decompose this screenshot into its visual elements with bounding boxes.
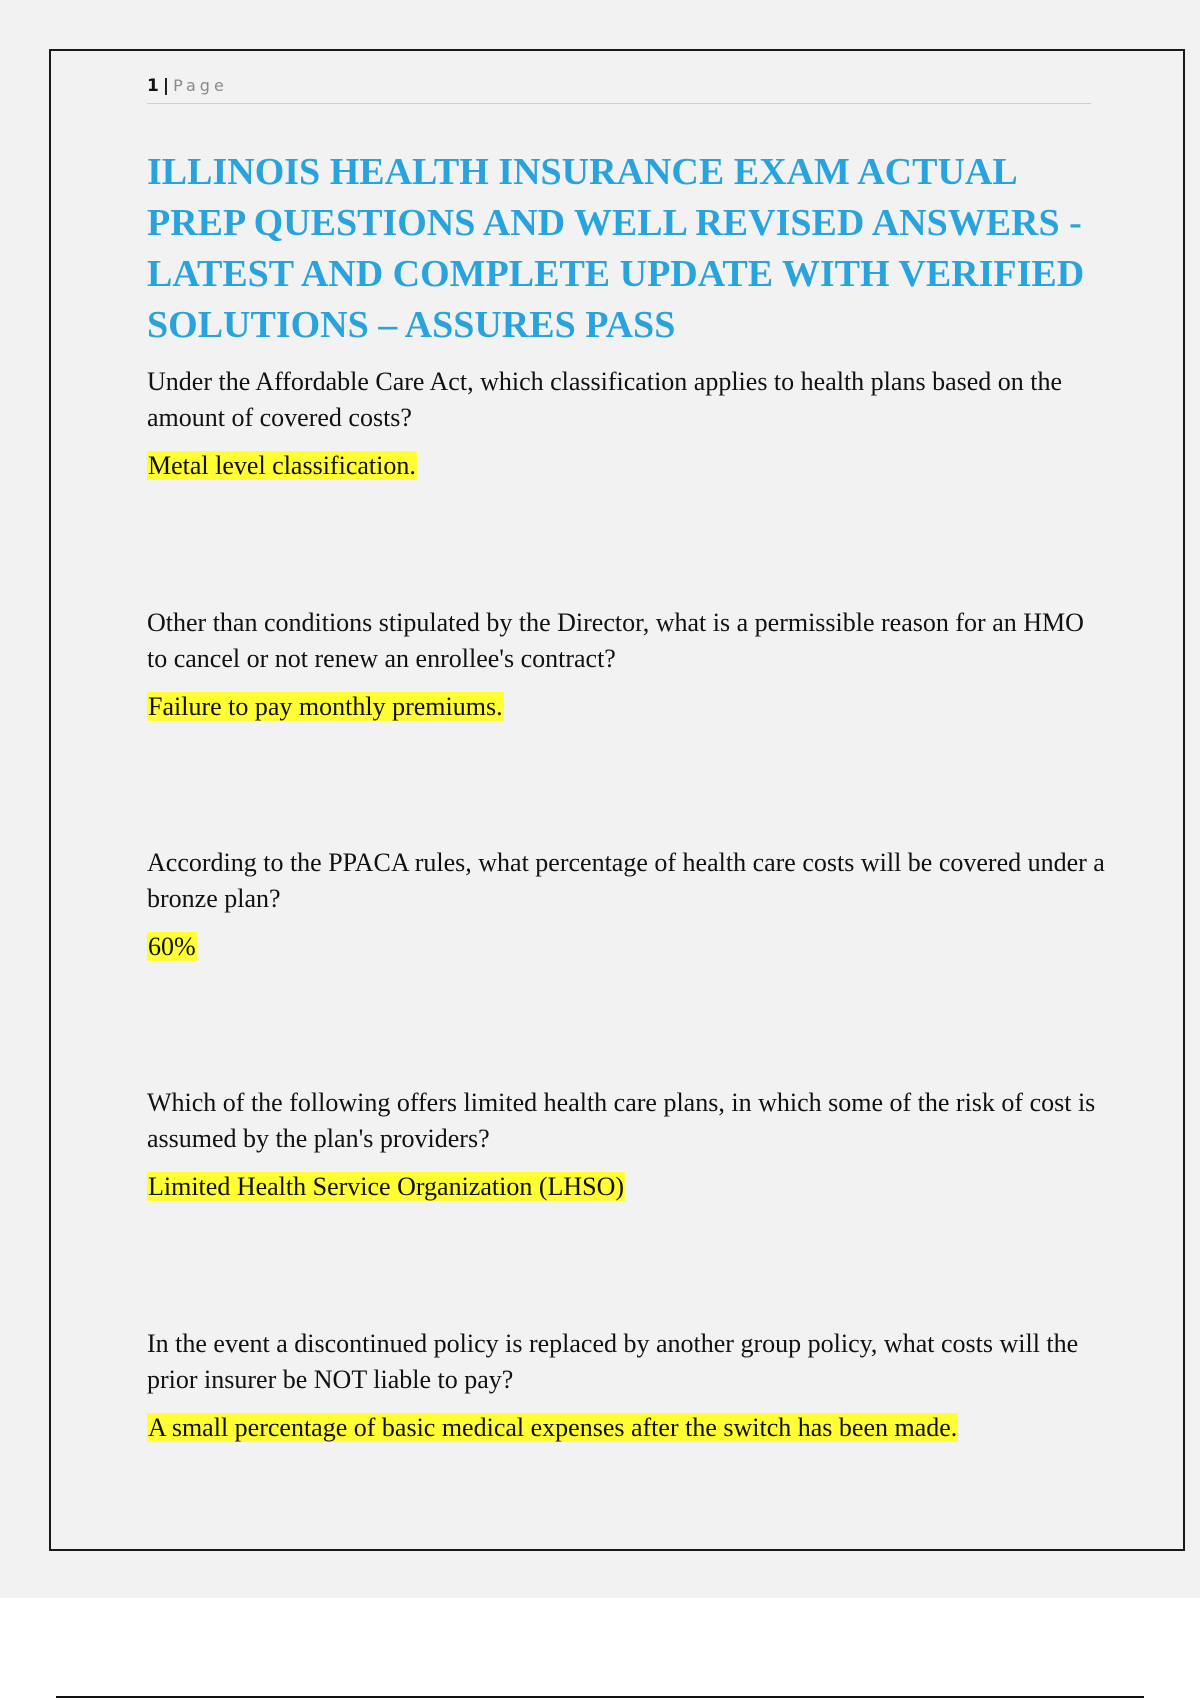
answer-highlight: Failure to pay monthly premiums. bbox=[148, 692, 503, 721]
question-text: In the event a discontinued policy is replaced by another group policy, what costs will the prior insurer be NOT liable to pay? bbox=[147, 1329, 1079, 1394]
document-title: ILLINOIS HEALTH INSURANCE EXAM ACTUAL PREP QUESTIONS AND WELL REVISED ANSWERS - LATEST AND COMPLETE UPDATE WITH VERIFIED SOLUTIONS – ASSURES PASS bbox=[147, 151, 1085, 346]
page-separator: | bbox=[162, 76, 170, 96]
qa-item-1 bbox=[147, 364, 1107, 482]
qa-item-4 bbox=[147, 1085, 1107, 1203]
qa-item-3 bbox=[147, 845, 1107, 963]
qa-item-2 bbox=[147, 605, 1107, 723]
answer-highlight: 60% bbox=[148, 932, 196, 961]
answer-highlight: Limited Health Service Organization (LHSO) bbox=[148, 1172, 625, 1201]
qa-item-5 bbox=[147, 1326, 1107, 1444]
answer-text bbox=[147, 1171, 1107, 1203]
question-text: Under the Affordable Care Act, which classification applies to health plans based on the amount of covered costs? bbox=[147, 367, 1063, 432]
page-number: 1 bbox=[147, 76, 159, 96]
question-text: According to the PPACA rules, what percentage of health care costs will be covered under a bronze plan? bbox=[147, 848, 1105, 913]
question-text: Which of the following offers limited health care plans, in which some of the risk of cost is assumed by the plan's providers? bbox=[147, 1088, 1096, 1153]
answer-text bbox=[147, 931, 1107, 963]
answer-highlight: A small percentage of basic medical expenses after the switch has been made. bbox=[148, 1413, 958, 1442]
answer-text bbox=[147, 450, 1107, 482]
answer-text bbox=[147, 1412, 1107, 1444]
page-border bbox=[49, 49, 1185, 1551]
question-text: Other than conditions stipulated by the Director, what is a permissible reason for an HMO to cancel or not renew an enrollee's contract? bbox=[147, 608, 1084, 673]
next-page-divider bbox=[56, 1696, 1144, 1698]
page-label: Page bbox=[173, 76, 228, 95]
answer-highlight: Metal level classification. bbox=[148, 451, 416, 480]
answer-text bbox=[147, 691, 1107, 723]
page-header bbox=[147, 73, 1091, 104]
